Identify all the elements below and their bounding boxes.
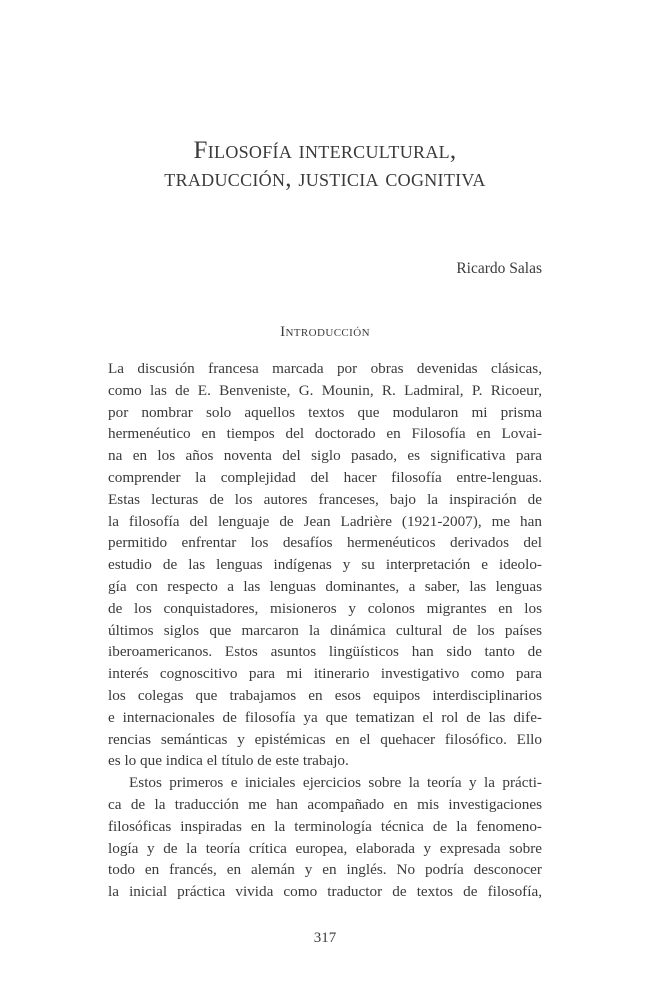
body-text — [108, 358, 542, 903]
text-line: rencias semánticas y epistémicas en el quehacer filosófico. Ello — [108, 730, 542, 748]
text-line: la filosofía del lenguaje de Jean Ladrière (1921-2007), me han — [108, 512, 542, 530]
chapter-title-line-1: Filosofía intercultural, — [193, 137, 457, 164]
text-line: gía con respecto a las lenguas dominantes, a saber, las lenguas — [108, 577, 542, 595]
text-line: estudio de las lenguas indígenas y su interpretación e ideolo- — [108, 556, 542, 574]
text-line: na en los años noventa del siglo pasado, es significativa para — [108, 447, 542, 465]
text-line: permitido enfrentar los desafíos hermenéuticos derivados del — [108, 534, 542, 552]
text-line: hermenéutico en tiempos del doctorado en Filosofía en Lovai- — [108, 425, 542, 443]
text-line: todo en francés, en alemán y en inglés. No podría desconocer — [108, 861, 542, 879]
text-line: es lo que indica el título de este trabajo. — [108, 752, 349, 770]
chapter-title-line-2: traducción, justicia cognitiva — [164, 165, 486, 192]
text-line: de los conquistadores, misioneros y colonos migrantes en los — [108, 599, 542, 617]
text-line: interés cognoscitivo para mi itinerario investigativo como para — [108, 665, 542, 683]
text-line: comprender la complejidad del hacer filosofía entre-lenguas. — [108, 468, 542, 486]
text-line: ca de la traducción me han acompañado en mis investigaciones — [108, 795, 542, 813]
author-name: Ricardo Salas — [456, 260, 542, 277]
paragraph-1 — [108, 358, 542, 772]
page-number: 317 — [313, 930, 337, 946]
paragraph-2 — [108, 772, 542, 903]
text-line: logía y de la teoría crítica europea, elaborada y expresada sobre — [108, 839, 542, 857]
text-line: iberoamericanos. Estos asuntos lingüísticos han sido tanto de — [108, 643, 542, 661]
text-line: e internacionales de filosofía ya que tematizan el rol de las dife- — [108, 708, 542, 726]
text-line: los colegas que trabajamos en esos equipos interdisciplinarios — [108, 686, 542, 704]
text-line: la inicial práctica vivida como traductor de textos de filosofía, — [108, 883, 542, 901]
section-heading: Introducción — [280, 324, 370, 340]
text-line: por nombrar solo aquellos textos que modularon mi prisma — [108, 403, 542, 421]
text-line: Estos primeros e iniciales ejercicios sobre la teoría y la prácti- — [129, 774, 542, 792]
text-line: La discusión francesa marcada por obras devenidas clásicas, — [108, 360, 542, 377]
text-line: filosóficas inspiradas en la terminología técnica de la fenomeno- — [108, 817, 542, 835]
text-line: últimos siglos que marcaron la dinámica cultural de los países — [108, 621, 542, 639]
text-line: Estas lecturas de los autores franceses, bajo la inspiración de — [108, 490, 542, 508]
text-line: como las de E. Benveniste, G. Mounin, R. Ladmiral, P. Ricoeur, — [108, 381, 542, 399]
